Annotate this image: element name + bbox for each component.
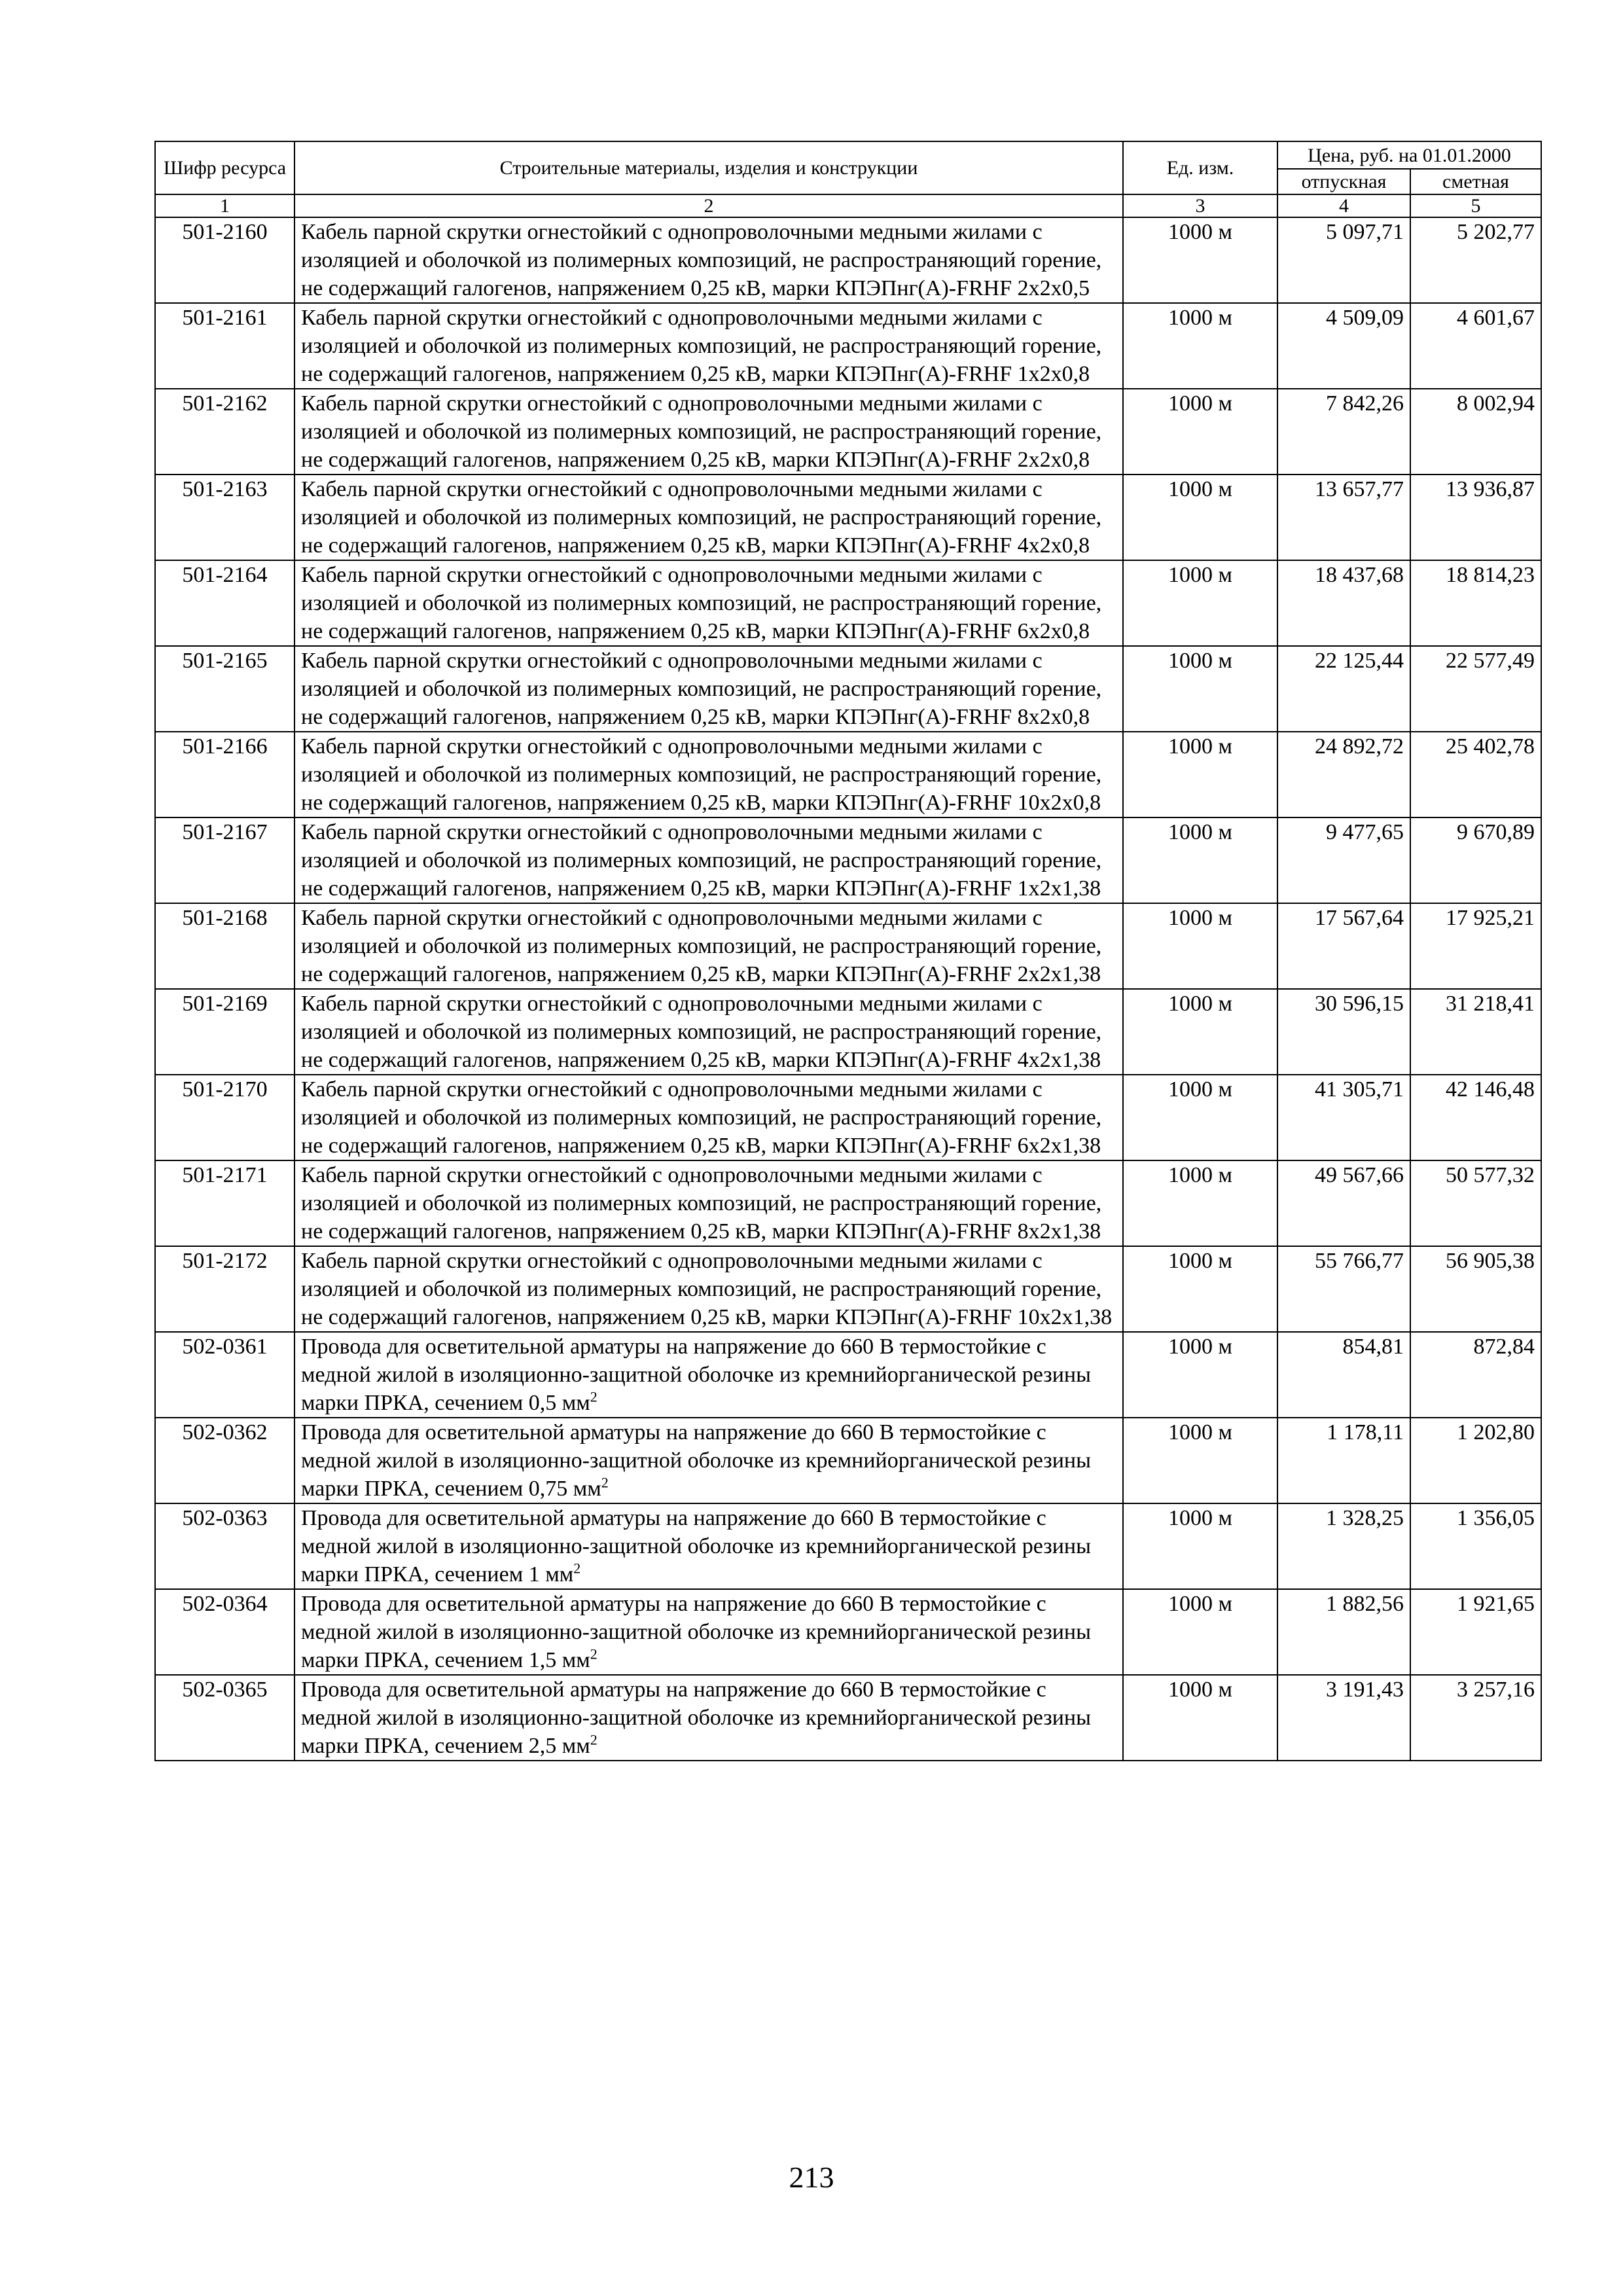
price-estimate-text: 8 002,94	[1457, 391, 1535, 416]
resource-code-text: 501-2170	[182, 1077, 268, 1102]
unit-text: 1000 м	[1168, 220, 1232, 244]
price-release	[1277, 732, 1410, 817]
price-release	[1277, 1246, 1410, 1332]
col-number-5: 5	[1410, 194, 1541, 217]
col-number-4: 4	[1277, 194, 1410, 217]
price-estimate-text: 1 356,05	[1457, 1506, 1535, 1530]
unit-text: 1000 м	[1168, 477, 1232, 501]
material-name-text: Кабель парной скрутки огнестойкий с однопроволочными медными жилами с изоляцией и оболочкой из полимерных композиций, не распространяющий горение, не содержащий галогенов, напряжением 0,25 кВ, марки КПЭПнг(А)-FRHF 10х2х0,8	[301, 734, 1102, 815]
resource-code-text: 501-2168	[182, 906, 268, 930]
price-estimate-text: 9 670,89	[1457, 820, 1535, 844]
unit-text: 1000 м	[1168, 563, 1232, 587]
resource-code-text: 501-2162	[182, 391, 268, 416]
unit	[1123, 817, 1277, 903]
unit-text: 1000 м	[1168, 649, 1232, 673]
table-row	[155, 1332, 1541, 1418]
price-estimate	[1410, 560, 1541, 646]
unit	[1123, 475, 1277, 560]
resource-code	[155, 560, 294, 646]
header-code: Шифр ресурса	[155, 141, 294, 194]
material-name	[294, 817, 1123, 903]
unit-text: 1000 м	[1168, 1420, 1232, 1444]
material-name	[294, 903, 1123, 989]
table-row	[155, 475, 1541, 560]
price-estimate	[1410, 1160, 1541, 1246]
price-release	[1277, 303, 1410, 389]
table-row	[155, 1503, 1541, 1589]
price-release	[1277, 1160, 1410, 1246]
unit	[1123, 1332, 1277, 1418]
price-release	[1277, 1503, 1410, 1589]
price-estimate-text: 3 257,16	[1457, 1677, 1535, 1702]
resource-code	[155, 1160, 294, 1246]
price-estimate	[1410, 1075, 1541, 1160]
unit	[1123, 1160, 1277, 1246]
unit-exponent: 2	[601, 1474, 609, 1491]
unit-text: 1000 м	[1168, 992, 1232, 1016]
resource-code	[155, 217, 294, 303]
resource-code	[155, 1246, 294, 1332]
table-row	[155, 1418, 1541, 1503]
resource-code	[155, 1589, 294, 1675]
resource-code-text: 501-2163	[182, 477, 268, 501]
table-row	[155, 989, 1541, 1075]
price-estimate	[1410, 217, 1541, 303]
unit-text: 1000 м	[1168, 1163, 1232, 1187]
price-estimate	[1410, 1675, 1541, 1761]
unit-text: 1000 м	[1168, 820, 1232, 844]
resource-code	[155, 817, 294, 903]
unit-text: 1000 м	[1168, 1592, 1232, 1616]
unit	[1123, 1246, 1277, 1332]
price-release	[1277, 817, 1410, 903]
unit-text: 1000 м	[1168, 391, 1232, 416]
material-name	[294, 732, 1123, 817]
material-name-text: Кабель парной скрутки огнестойкий с однопроволочными медными жилами с изоляцией и оболочкой из полимерных композиций, не распространяющий горение, не содержащий галогенов, напряжением 0,25 кВ, марки КПЭПнг(А)-FRHF 4х2х0,8	[301, 477, 1102, 558]
material-name	[294, 389, 1123, 475]
price-release-text: 4 509,09	[1326, 306, 1404, 330]
resource-code-text: 501-2167	[182, 820, 268, 844]
price-release	[1277, 903, 1410, 989]
price-estimate	[1410, 1503, 1541, 1589]
price-release-text: 30 596,15	[1315, 992, 1404, 1016]
price-release-text: 24 892,72	[1315, 734, 1404, 759]
price-release-text: 7 842,26	[1326, 391, 1404, 416]
price-release	[1277, 475, 1410, 560]
price-release	[1277, 560, 1410, 646]
unit	[1123, 389, 1277, 475]
price-release-text: 854,81	[1342, 1335, 1404, 1359]
price-estimate-text: 22 577,49	[1446, 649, 1535, 673]
material-name	[294, 1589, 1123, 1675]
table-header	[155, 141, 1541, 217]
table-row	[155, 903, 1541, 989]
resource-code	[155, 1503, 294, 1589]
resource-code-text: 502-0364	[182, 1592, 268, 1616]
resource-code-text: 501-2166	[182, 734, 268, 759]
material-name	[294, 1160, 1123, 1246]
price-estimate	[1410, 475, 1541, 560]
unit	[1123, 646, 1277, 732]
price-release-text: 3 191,43	[1326, 1677, 1404, 1702]
price-estimate-text: 50 577,32	[1446, 1163, 1535, 1187]
price-release-text: 13 657,77	[1315, 477, 1404, 501]
unit-text: 1000 м	[1168, 306, 1232, 330]
unit-text: 1000 м	[1168, 906, 1232, 930]
price-estimate	[1410, 903, 1541, 989]
resource-code-text: 502-0361	[182, 1335, 268, 1359]
resource-code	[155, 1675, 294, 1761]
price-release	[1277, 646, 1410, 732]
price-estimate-text: 1 202,80	[1457, 1420, 1535, 1444]
price-release	[1277, 217, 1410, 303]
resource-code	[155, 303, 294, 389]
table-row	[155, 732, 1541, 817]
material-name-text: Кабель парной скрутки огнестойкий с однопроволочными медными жилами с изоляцией и оболочкой из полимерных композиций, не распространяющий горение, не содержащий галогенов, напряжением 0,25 кВ, марки КПЭПнг(А)-FRHF 2х2х0,8	[301, 391, 1102, 472]
table-row	[155, 1075, 1541, 1160]
unit-text: 1000 м	[1168, 1249, 1232, 1273]
header-price-estimate: сметная	[1410, 169, 1541, 194]
material-name	[294, 1418, 1123, 1503]
price-estimate-text: 4 601,67	[1457, 306, 1535, 330]
unit-exponent: 2	[573, 1560, 581, 1577]
resource-code-text: 501-2171	[182, 1163, 268, 1187]
material-name-text: Кабель парной скрутки огнестойкий с однопроволочными медными жилами с изоляцией и оболочкой из полимерных композиций, не распространяющий горение, не содержащий галогенов, напряжением 0,25 кВ, марки КПЭПнг(А)-FRHF 2х2х1,38	[301, 906, 1102, 986]
price-estimate	[1410, 1332, 1541, 1418]
resource-code-text: 501-2164	[182, 563, 268, 587]
price-release	[1277, 1075, 1410, 1160]
material-name	[294, 217, 1123, 303]
material-name	[294, 1332, 1123, 1418]
price-release	[1277, 1589, 1410, 1675]
price-release-text: 1 178,11	[1327, 1420, 1404, 1444]
unit-exponent: 2	[590, 1388, 597, 1405]
table-row	[155, 389, 1541, 475]
material-name	[294, 475, 1123, 560]
unit	[1123, 1675, 1277, 1761]
price-release	[1277, 989, 1410, 1075]
page-number: 213	[789, 2161, 834, 2194]
price-estimate-text: 13 936,87	[1446, 477, 1535, 501]
resource-code	[155, 475, 294, 560]
resource-code	[155, 989, 294, 1075]
material-name	[294, 1075, 1123, 1160]
material-name-text: Провода для осветительной арматуры на напряжение до 660 В термостойкие с медной жилой в изоляционно-защитной оболочке из кремнийорганической резины марки ПРКА, сечением 2,5 мм	[301, 1677, 1091, 1758]
price-estimate	[1410, 732, 1541, 817]
price-release	[1277, 1675, 1410, 1761]
table-row	[155, 1160, 1541, 1246]
resource-code-text: 501-2160	[182, 220, 268, 244]
material-name-text: Кабель парной скрутки огнестойкий с однопроволочными медными жилами с изоляцией и оболочкой из полимерных композиций, не распространяющий горение, не содержащий галогенов, напряжением 0,25 кВ, марки КПЭПнг(А)-FRHF 10х2х1,38	[301, 1249, 1113, 1329]
price-estimate-text: 1 921,65	[1457, 1592, 1535, 1616]
table-body	[155, 217, 1541, 1761]
price-estimate-text: 56 905,38	[1446, 1249, 1535, 1273]
unit	[1123, 303, 1277, 389]
unit-text: 1000 м	[1168, 734, 1232, 759]
material-name	[294, 303, 1123, 389]
price-estimate	[1410, 989, 1541, 1075]
price-release-text: 55 766,77	[1315, 1249, 1404, 1273]
material-name-text: Кабель парной скрутки огнестойкий с однопроволочными медными жилами с изоляцией и оболочкой из полимерных композиций, не распространяющий горение, не содержащий галогенов, напряжением 0,25 кВ, марки КПЭПнг(А)-FRHF 1х2х0,8	[301, 306, 1102, 386]
material-name	[294, 1246, 1123, 1332]
material-name-text: Провода для осветительной арматуры на напряжение до 660 В термостойкие с медной жилой в изоляционно-защитной оболочке из кремнийорганической резины марки ПРКА, сечением 1,5 мм	[301, 1592, 1091, 1672]
header-price-release: отпускная	[1277, 169, 1410, 194]
price-estimate-text: 31 218,41	[1446, 992, 1535, 1016]
material-name-text: Кабель парной скрутки огнестойкий с однопроволочными медными жилами с изоляцией и оболочкой из полимерных композиций, не распространяющий горение, не содержащий галогенов, напряжением 0,25 кВ, марки КПЭПнг(А)-FRHF 1х2х1,38	[301, 820, 1102, 901]
unit-exponent: 2	[590, 1731, 597, 1748]
price-estimate	[1410, 817, 1541, 903]
material-name-text: Кабель парной скрутки огнестойкий с однопроволочными медными жилами с изоляцией и оболочкой из полимерных композиций, не распространяющий горение, не содержащий галогенов, напряжением 0,25 кВ, марки КПЭПнг(А)-FRHF 2х2х0,5	[301, 220, 1102, 300]
material-name-text: Кабель парной скрутки огнестойкий с однопроволочными медными жилами с изоляцией и оболочкой из полимерных композиций, не распространяющий горение, не содержащий галогенов, напряжением 0,25 кВ, марки КПЭПнг(А)-FRHF 8х2х0,8	[301, 649, 1102, 729]
price-release-text: 5 097,71	[1326, 220, 1404, 244]
unit-text: 1000 м	[1168, 1077, 1232, 1102]
price-estimate	[1410, 389, 1541, 475]
unit	[1123, 560, 1277, 646]
material-name-text: Кабель парной скрутки огнестойкий с однопроволочными медными жилами с изоляцией и оболочкой из полимерных композиций, не распространяющий горение, не содержащий галогенов, напряжением 0,25 кВ, марки КПЭПнг(А)-FRHF 4х2х1,38	[301, 992, 1102, 1072]
price-estimate-text: 17 925,21	[1446, 906, 1535, 930]
header-price: Цена, руб. на 01.01.2000	[1277, 141, 1541, 169]
resource-code-text: 501-2172	[182, 1249, 268, 1273]
material-name-text: Кабель парной скрутки огнестойкий с однопроволочными медными жилами с изоляцией и оболочкой из полимерных композиций, не распространяющий горение, не содержащий галогенов, напряжением 0,25 кВ, марки КПЭПнг(А)-FRHF 6х2х1,38	[301, 1077, 1102, 1158]
unit-text: 1000 м	[1168, 1335, 1232, 1359]
resource-code	[155, 1418, 294, 1503]
price-release-text: 41 305,71	[1315, 1077, 1404, 1102]
price-release-text: 22 125,44	[1315, 649, 1404, 673]
unit-exponent: 2	[590, 1645, 597, 1662]
col-number-2: 2	[294, 194, 1123, 217]
price-estimate-text: 5 202,77	[1457, 220, 1535, 244]
price-estimate-text: 42 146,48	[1446, 1077, 1535, 1102]
price-estimate-text: 18 814,23	[1446, 563, 1535, 587]
price-estimate	[1410, 1589, 1541, 1675]
resource-code-text: 501-2161	[182, 306, 268, 330]
table-row	[155, 560, 1541, 646]
price-estimate	[1410, 1418, 1541, 1503]
material-name	[294, 1675, 1123, 1761]
price-release-text: 1 328,25	[1326, 1506, 1404, 1530]
unit-text: 1000 м	[1168, 1677, 1232, 1702]
material-name	[294, 1503, 1123, 1589]
price-release-text: 9 477,65	[1326, 820, 1404, 844]
table-row	[155, 1589, 1541, 1675]
price-release	[1277, 1418, 1410, 1503]
price-release-text: 17 567,64	[1315, 906, 1404, 930]
resource-code-text: 501-2169	[182, 992, 268, 1016]
resource-code	[155, 1332, 294, 1418]
resource-code	[155, 389, 294, 475]
resource-code	[155, 1075, 294, 1160]
unit	[1123, 1503, 1277, 1589]
price-release-text: 49 567,66	[1315, 1163, 1404, 1187]
table-row	[155, 1246, 1541, 1332]
unit	[1123, 903, 1277, 989]
price-estimate	[1410, 1246, 1541, 1332]
price-estimate-text: 872,84	[1473, 1335, 1535, 1359]
resource-code-text: 501-2165	[182, 649, 268, 673]
table-row	[155, 217, 1541, 303]
material-name	[294, 560, 1123, 646]
price-release-text: 1 882,56	[1326, 1592, 1404, 1616]
material-name-text: Провода для осветительной арматуры на напряжение до 660 В термостойкие с медной жилой в изоляционно-защитной оболочке из кремнийорганической резины марки ПРКА, сечением 0,5 мм	[301, 1335, 1091, 1415]
material-name-text: Кабель парной скрутки огнестойкий с однопроволочными медными жилами с изоляцией и оболочкой из полимерных композиций, не распространяющий горение, не содержащий галогенов, напряжением 0,25 кВ, марки КПЭПнг(А)-FRHF 8х2х1,38	[301, 1163, 1102, 1244]
table-row	[155, 303, 1541, 389]
unit	[1123, 1075, 1277, 1160]
price-estimate-text: 25 402,78	[1446, 734, 1535, 759]
table-row	[155, 1675, 1541, 1761]
material-name-text: Провода для осветительной арматуры на напряжение до 660 В термостойкие с медной жилой в изоляционно-защитной оболочке из кремнийорганической резины марки ПРКА, сечением 1 мм	[301, 1506, 1091, 1587]
price-release	[1277, 389, 1410, 475]
unit	[1123, 1418, 1277, 1503]
price-release-text: 18 437,68	[1315, 563, 1404, 587]
unit	[1123, 217, 1277, 303]
header-unit: Ед. изм.	[1123, 141, 1277, 194]
unit	[1123, 989, 1277, 1075]
material-name-text: Провода для осветительной арматуры на напряжение до 660 В термостойкие с медной жилой в изоляционно-защитной оболочке из кремнийорганической резины марки ПРКА, сечением 0,75 мм	[301, 1420, 1091, 1501]
unit	[1123, 732, 1277, 817]
material-name	[294, 989, 1123, 1075]
resource-code	[155, 646, 294, 732]
price-estimate	[1410, 303, 1541, 389]
col-number-3: 3	[1123, 194, 1277, 217]
table-row	[155, 817, 1541, 903]
resource-code-text: 502-0362	[182, 1420, 268, 1444]
resource-code	[155, 903, 294, 989]
unit-text: 1000 м	[1168, 1506, 1232, 1530]
resource-code-text: 502-0363	[182, 1506, 268, 1530]
price-estimate	[1410, 646, 1541, 732]
material-name	[294, 646, 1123, 732]
price-release	[1277, 1332, 1410, 1418]
resource-code	[155, 732, 294, 817]
table-row	[155, 646, 1541, 732]
resource-code-text: 502-0365	[182, 1677, 268, 1702]
header-name: Строительные материалы, изделия и конструкции	[294, 141, 1123, 194]
col-number-1: 1	[155, 194, 294, 217]
price-table	[154, 141, 1542, 1761]
material-name-text: Кабель парной скрутки огнестойкий с однопроволочными медными жилами с изоляцией и оболочкой из полимерных композиций, не распространяющий горение, не содержащий галогенов, напряжением 0,25 кВ, марки КПЭПнг(А)-FRHF 6х2х0,8	[301, 563, 1102, 643]
unit	[1123, 1589, 1277, 1675]
